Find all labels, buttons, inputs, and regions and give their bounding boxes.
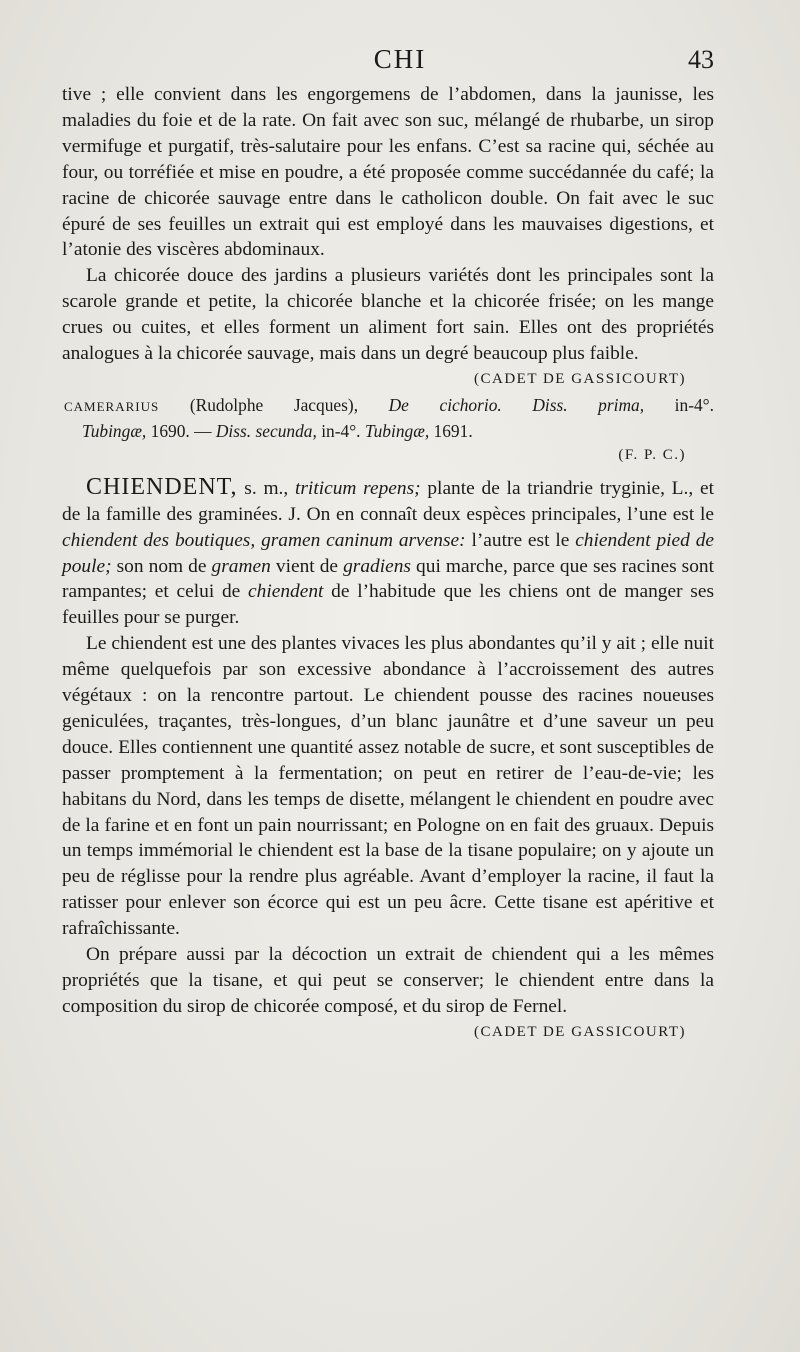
biblio-text: in-4°. <box>674 394 714 415</box>
biblio-text: in-4°. <box>321 420 361 441</box>
entry-text: qui marche, parce que ses racines sont rampantes; et celui de <box>62 555 715 603</box>
page-body <box>62 82 714 1046</box>
page-header <box>0 44 800 80</box>
paragraph-chicoree-douce: La chicorée douce des jardins a plusieurs variétés dont les principales sont la scarole grande et petite, la chicorée blanche et la chicorée frisée; on les mange crues ou cuites, et elles forment un aliment fort sain. Elles ont des propriétés analogues à la chicorée sauvage, mais dans un degré beaucoup plus faible. <box>62 265 714 365</box>
running-head: CHI <box>373 44 427 74</box>
term: gradiens <box>343 555 411 577</box>
signature-cadet-2: (CADET DE GASSICOURT) <box>474 1023 686 1040</box>
entry-chiendent <box>62 475 714 631</box>
biblio-title: De cichorio. Diss. prima, <box>388 394 645 415</box>
bibliography-entry <box>62 393 714 419</box>
biblio-place: Tubingæ, <box>82 420 147 441</box>
entry-text: son nom de <box>116 555 207 577</box>
bibliography-entry-continued <box>62 419 714 443</box>
signature-cadet-1: (CADET DE GASSICOURT) <box>474 370 686 387</box>
entry-text: l’autre est le <box>471 529 570 551</box>
paragraph-chiendent-extract: On prépare aussi par la décoction un extrait de chiendent qui a les mêmes propriétés que la tisane, et qui peut se conserver; le chiendent entre dans la composition du sirop de chicorée composé, et du sirop de Fernel. <box>62 944 714 1017</box>
biblio-text: (Rudolphe Jacques), <box>189 394 359 415</box>
paragraph-chicoree-properties: tive ; elle convient dans les engorgemens de l’abdomen, dans la jaunisse, les maladies du foie et de la rate. On fait avec son suc, mélangé de rhubarbe, un sirop vermifuge et purgatif, très-salutaire pour les enfans. C’est sa racine qui, séchée au four, ou torréfiée et mise en poudre, a été proposée comme succédannée du café; la racine de chicorée sauvage entre dans le catholicon double. On fait avec le suc épuré de ses feuilles un extrait qui est employé dans les mauvaises digestions, et l’atonie des viscères abdominaux. <box>62 84 714 261</box>
headword-chiendent: CHIENDENT, <box>86 473 238 500</box>
entry-text: plante de la triandrie tryginie, L., et de la famille des graminées. J. On en connaît deux espèces principales, l’une est le <box>62 477 714 525</box>
signature-fpc: (F. P. C.) <box>618 446 686 463</box>
term: gramen <box>211 555 271 577</box>
entry-text: vient de <box>275 555 339 577</box>
term: chiendent <box>248 581 324 603</box>
latin-name: triticum repens; <box>295 477 421 499</box>
species-name: chiendent des boutiques, gramen caninum arvense: <box>62 529 466 551</box>
biblio-text: 1690. — <box>150 420 212 441</box>
species-name: chiendent pied de poule; <box>62 529 714 577</box>
biblio-place: Tubingæ, <box>364 420 430 441</box>
biblio-text: 1691. <box>433 420 473 441</box>
biblio-title: Diss. secunda, <box>215 420 317 441</box>
grammar-note: s. m., <box>244 477 289 499</box>
biblio-author: CAMERARIUS <box>64 398 160 414</box>
paragraph-chiendent-description: Le chiendent est une des plantes vivaces les plus abondantes qu’il y ait ; elle nuit même quelquefois par son excessive abondance à l’accroissement des autres végétaux : on la rencontre partout. Le chiendent pousse des racines noueuses geniculées, traçantes, très-longues, d’un blanc jaunâtre et d’une saveur un peu douce. Elles contiennent une quantité assez notable de sucre, et sont susceptibles de passer promptement à la fermentation; on peut en retirer de l’eau-de-vie; les habitans du Nord, dans les temps de disette, mélangent le chiendent en poudre avec de la farine et en font un pain nourrissant; en Pologne on en fait des gruaux. Depuis un temps immémorial le chiendent est la base de la tisane populaire; on y ajoute un peu de réglisse pour la rendre plus agréable. Avant d’employer la racine, il faut la ratisser pour enlever son écorce qui est un peu âcre. Cette tisane est apéritive et rafraîchissante. <box>62 633 714 940</box>
entry-text: de l’habitude que les chiens ont de manger ses feuilles pour se purger. <box>62 581 714 629</box>
page-number: 43 <box>688 45 714 74</box>
